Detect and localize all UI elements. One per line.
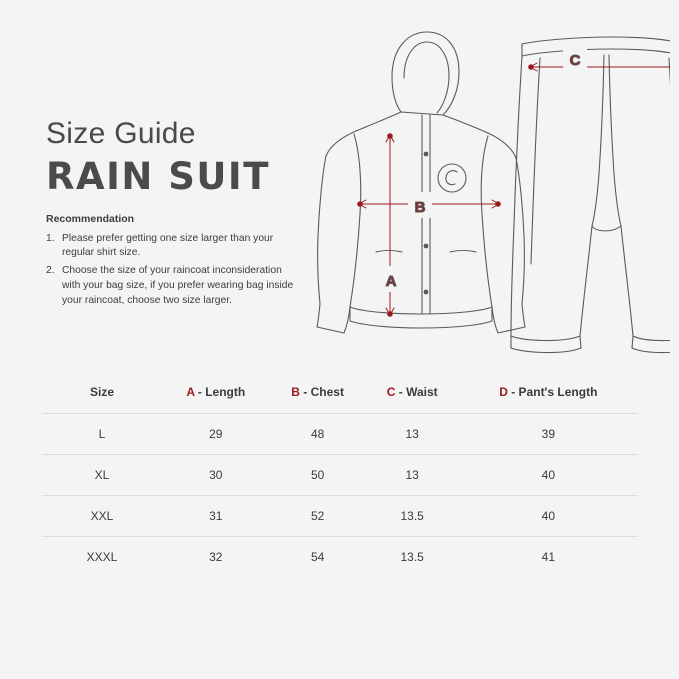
list-item xyxy=(46,264,296,309)
column-header-chest-label: - Chest xyxy=(299,385,344,399)
cell-length: 29 xyxy=(162,414,270,455)
cell-pants-length: 41 xyxy=(459,537,638,578)
column-header-length xyxy=(162,375,270,414)
cell-waist: 13.5 xyxy=(366,496,459,537)
table-row xyxy=(42,455,638,496)
cell-waist: 13 xyxy=(366,414,459,455)
list-item-number: 1. xyxy=(46,232,55,244)
jacket-illustration xyxy=(317,32,525,333)
column-header-waist xyxy=(366,375,459,414)
product-title: RAIN SUIT xyxy=(46,154,270,198)
list-item xyxy=(46,232,296,262)
column-header-length-label: - Length xyxy=(194,385,246,399)
list-item-number: 2. xyxy=(46,265,55,277)
column-header-pants-length-label: - Pant's Length xyxy=(507,385,598,399)
column-header-pants-length-letter: D xyxy=(499,385,508,399)
cell-pants-length: 40 xyxy=(459,455,638,496)
cell-length: 31 xyxy=(162,496,270,537)
pants-illustration xyxy=(511,37,670,353)
cell-waist: 13.5 xyxy=(366,537,459,578)
pants-measure-lines xyxy=(530,57,670,343)
table-row xyxy=(42,414,638,455)
column-header-waist-letter: C xyxy=(386,385,396,399)
table-row xyxy=(42,496,638,537)
cell-size: XL xyxy=(42,455,162,496)
cell-size: XXL xyxy=(42,496,162,537)
pants-measure-points xyxy=(528,55,670,345)
column-header-chest xyxy=(270,375,366,414)
recommendation-list xyxy=(46,232,296,310)
list-item-text: Choose the size of your raincoat inconsideration with your bag size, if you prefer wearing bag inside your raincoat, choose two size larger. xyxy=(62,265,294,307)
list-item-text: Please prefer getting one size larger than your regular shirt size. xyxy=(62,232,274,259)
jacket-measure-points xyxy=(357,133,501,317)
label-b: B xyxy=(414,199,426,216)
header-block xyxy=(46,118,296,312)
column-header-length-letter: A xyxy=(186,385,195,399)
label-a: A xyxy=(385,273,397,290)
table-header-row xyxy=(42,375,638,414)
column-header-size xyxy=(42,375,162,414)
cell-pants-length: 39 xyxy=(459,414,638,455)
cell-size: XXXL xyxy=(42,537,162,578)
column-header-size-label: Size xyxy=(89,385,114,399)
cell-pants-length: 40 xyxy=(459,496,638,537)
recommendation-heading: Recommendation xyxy=(46,212,135,225)
cell-chest: 50 xyxy=(270,455,366,496)
page-title: Size Guide xyxy=(46,117,196,150)
cell-chest: 54 xyxy=(270,537,366,578)
cell-length: 32 xyxy=(162,537,270,578)
table-row xyxy=(42,537,638,578)
size-table xyxy=(42,375,638,577)
cell-waist: 13 xyxy=(366,455,459,496)
size-table-wrapper xyxy=(42,375,638,577)
label-c: C xyxy=(569,52,581,69)
column-header-waist-label: - Waist xyxy=(395,385,438,399)
cell-chest: 48 xyxy=(270,414,366,455)
column-header-pants-length xyxy=(459,375,638,414)
column-header-chest-letter: B xyxy=(291,385,300,399)
illustration xyxy=(300,14,670,369)
cell-size: L xyxy=(42,414,162,455)
cell-chest: 52 xyxy=(270,496,366,537)
cell-length: 30 xyxy=(162,455,270,496)
